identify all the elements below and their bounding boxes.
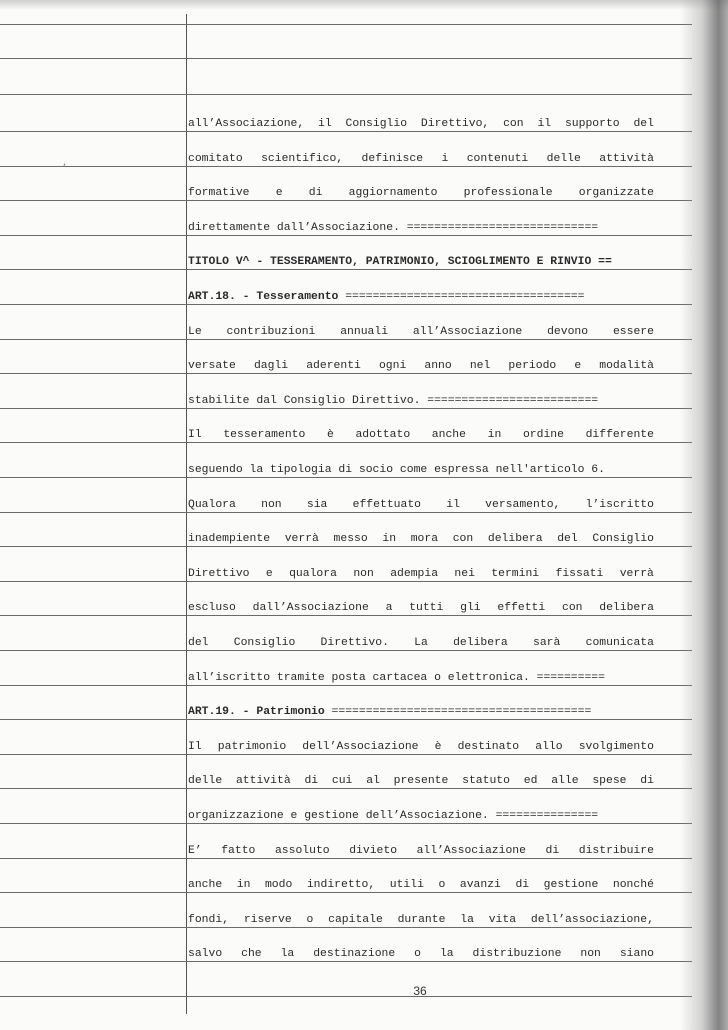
text-line: ART.18. - Tesseramento ===================================: [188, 291, 585, 303]
scan-edge-shadow: [680, 0, 728, 1030]
text-line: anche in modo indiretto, utili o avanzi di gestione nonché: [188, 879, 654, 891]
text-line: direttamente dall’Associazione. ============================: [188, 222, 599, 234]
text-line: TITOLO V^ - TESSERAMENTO, PATRIMONIO, SCIOGLIMENTO E RINVIO ==: [188, 256, 612, 268]
text-line: organizzazione e gestione dell’Associazione. ===============: [188, 810, 599, 822]
text-line: formative e di aggiornamento professionale organizzate: [188, 187, 654, 199]
scan-speck: ,: [62, 158, 69, 169]
text-line: delle attività di cui al presente statuto ed alle spese di: [188, 775, 654, 787]
text-line: salvo che la destinazione o la distribuzione non siano: [188, 948, 654, 960]
text-line: E’ fatto assoluto divieto all’Associazione di distribuire: [188, 845, 654, 857]
text-line: Le contribuzioni annuali all’Associazione devono essere: [188, 326, 654, 338]
text-line: Qualora non sia effettuato il versamento, l’iscritto: [188, 499, 654, 511]
text-line: comitato scientifico, definisce i contenuti delle attività: [188, 153, 654, 165]
text-line: Direttivo e qualora non adempia nei termini fissati verrà: [188, 568, 654, 580]
text-line: ART.19. - Patrimonio ======================================: [188, 706, 592, 718]
ruled-line: [0, 58, 692, 59]
text-line: versate dagli aderenti ogni anno nel periodo e modalità: [188, 360, 654, 372]
scan-top-shadow: [0, 0, 728, 10]
text-line: seguendo la tipologia di socio come espressa nell'articolo 6.: [188, 464, 605, 476]
page-number: 36: [413, 984, 427, 998]
ruled-line: [0, 94, 692, 95]
text-line: stabilite dal Consiglio Direttivo. =========================: [188, 395, 599, 407]
ruled-line: [0, 996, 692, 997]
text-line: Il patrimonio dell’Associazione è destinato allo svolgimento: [188, 741, 654, 753]
text-line: escluso dall’Associazione a tutti gli effetti con delibera: [188, 602, 654, 614]
ruled-line: [0, 24, 692, 25]
text-line: inadempiente verrà messo in mora con delibera del Consiglio: [188, 533, 654, 545]
text-line: Il tesseramento è adottato anche in ordine differente: [188, 429, 654, 441]
text-line: fondi, riserve o capitale durante la vita dell’associazione,: [188, 914, 654, 926]
left-margin-line: [186, 14, 187, 1014]
text-line: del Consiglio Direttivo. La delibera sarà comunicata: [188, 637, 654, 649]
text-line: all’iscritto tramite posta cartacea o elettronica. ==========: [188, 672, 605, 684]
text-line: all’Associazione, il Consiglio Direttivo, con il supporto del: [188, 118, 654, 130]
